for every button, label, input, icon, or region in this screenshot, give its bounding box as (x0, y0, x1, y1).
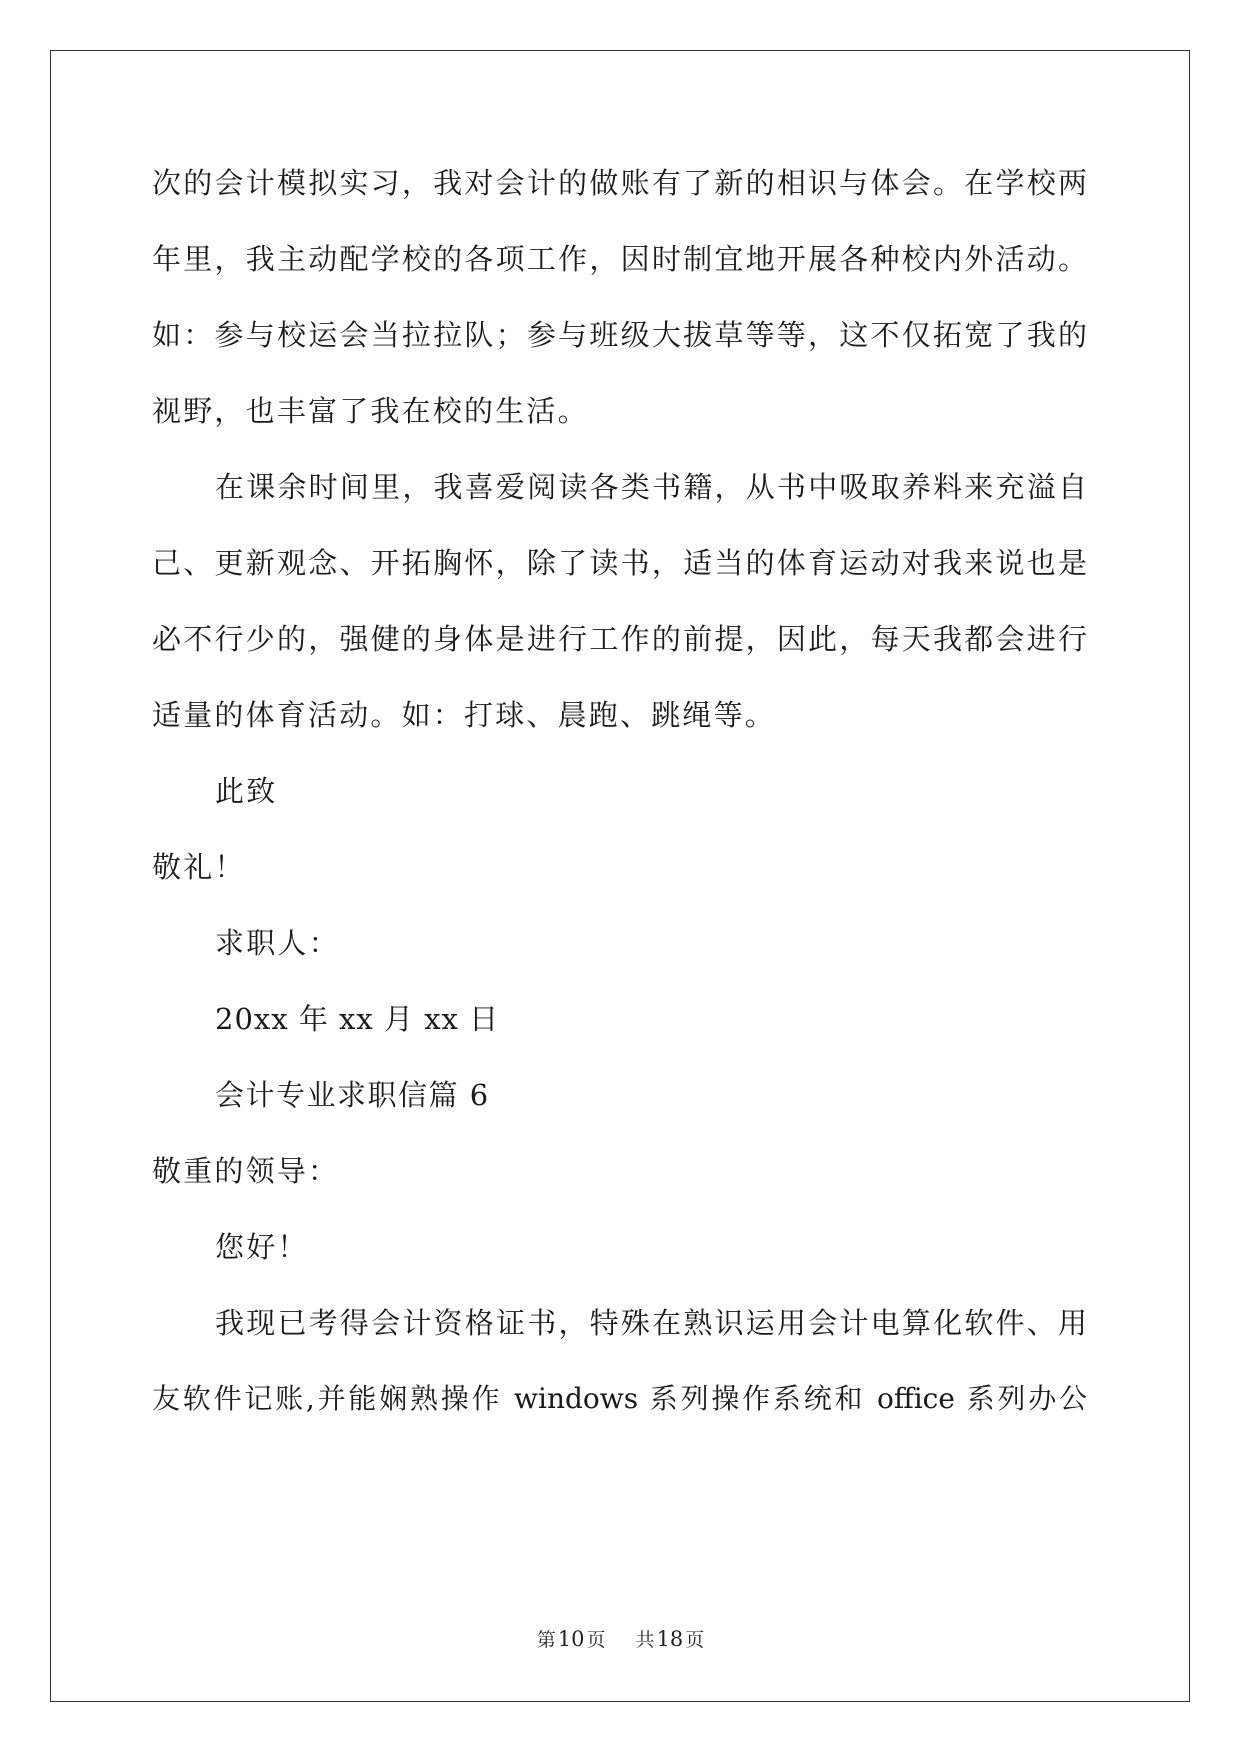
closing-salutation: 此致 (215, 774, 278, 808)
total-pages-number: 18 (656, 1627, 684, 1651)
closing-regards: 敬礼！ (152, 850, 246, 884)
section-title: 会计专业求职信篇 6 (215, 1078, 490, 1112)
text-line: 次的会计模拟实习，我对会计的做账有了新的相识与体会。在学校两 (152, 166, 1087, 200)
footer-total-prefix: 共 (635, 1629, 655, 1651)
current-page-number: 10 (557, 1627, 585, 1651)
text-line: 友软件记账,并能娴熟操作 windows 系列操作系统和 office 系列办公 (152, 1382, 1087, 1415)
footer-total-suffix: 页 (685, 1629, 705, 1651)
paragraph-start: 在课余时间里，我喜爱阅读各类书籍，从书中吸取养料来充溢自 (215, 470, 1087, 504)
date-line: 20xx 年 xx 月 xx 日 (215, 1002, 500, 1036)
footer-prefix: 第 (536, 1629, 556, 1651)
footer-page-suffix: 页 (586, 1629, 606, 1651)
text-line: 适量的体育活动。如：打球、晨跑、跳绳等。 (152, 698, 777, 732)
paragraph-start: 我现已考得会计资格证书，特殊在熟识运用会计电算化软件、用 (215, 1306, 1087, 1340)
text-line: 必不行少的，强健的身体是进行工作的前提，因此，每天我都会进行 (152, 622, 1087, 656)
text-line: 如：参与校运会当拉拉队；参与班级大拔草等等，这不仅拓宽了我的 (152, 318, 1087, 352)
signature-label: 求职人： (215, 926, 340, 960)
text-line: 视野，也丰富了我在校的生活。 (152, 394, 589, 428)
text-line: 年里，我主动配学校的各项工作，因时制宜地开展各种校内外活动。 (152, 242, 1087, 276)
greeting-recipient: 敬重的领导： (152, 1154, 340, 1188)
page-footer (0, 1625, 1241, 1652)
greeting: 您好！ (215, 1230, 309, 1264)
text-line: 己、更新观念、开拓胸怀，除了读书，适当的体育运动对我来说也是 (152, 546, 1087, 580)
